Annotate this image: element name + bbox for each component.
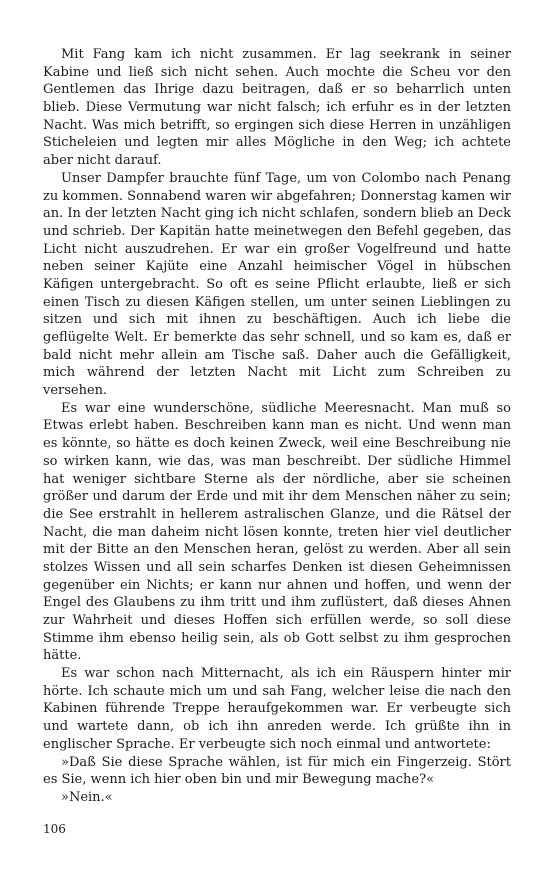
paragraph-4: Es war schon nach Mitternacht, als ich ein Räuspern hinter mir hörte. Ich schaute mich um und sah Fang, welcher leise die nach den Kabinen führende Treppe heraufgekommen war. Er verbeugte sich und wartete dann, ob ich ihn anreden werde. Ich grüßte ihn in englischer Sprache. Er verbeugte sich noch einmal und antwortete: bbox=[43, 666, 511, 752]
paragraph-5: »Daß Sie diese Sprache wählen, ist für mich ein Fingerzeig. Stört es Sie, wenn ich hier oben bin und mir Bewegung mache?« bbox=[43, 754, 511, 788]
body-text bbox=[43, 46, 511, 807]
page-number: 106 bbox=[43, 822, 66, 836]
paragraph-6: »Nein.« bbox=[61, 789, 113, 805]
paragraph-2: Unser Dampfer brauchte fünf Tage, um von Colombo nach Penang zu kommen. Sonnabend waren wir abgefahren; Donnerstag kamen wir an. In der letzten Nacht ging ich nicht schlafen, sondern blieb an Deck und schrieb. Der Kapitän hatte meinetwegen den Befehl gegeben, das Licht nicht auszudrehen. Er war ein großer Vogelfreund und hatte neben seiner Kajüte eine Anzahl heimischer Vögel in hübschen Käfigen untergebracht. So oft es seine Pflicht erlaubte, ließ er sich einen Tisch zu diesen Käfigen stellen, um unter seinen Lieblingen zu sitzen und sich mit ihnen zu beschäftigen. Auch ich liebe die geflügelte Welt. Er bemerkte das sehr schnell, und so kam es, daß er bald nicht mehr allein am Tische saß. Daher auch die Gefälligkeit, mich während der letzten Nacht mit Licht zum Schreiben zu versehen. bbox=[43, 170, 511, 399]
paragraph-3: Es war eine wunderschöne, südliche Meeresnacht. Man muß so Etwas erlebt haben. Beschreiben kann man es nicht. Und wenn man es könnte, so hätte es doch keinen Zweck, weil eine Beschreibung nie so wirken kann, wie das, was man beschreibt. Der südliche Himmel hat weniger sichtbare Sterne als der nördliche, aber sie scheinen größer und darum der Erde und mit ihr dem Menschen näher zu sein; die See erstrahlt in hellerem astralischen Glanze, und die Rätsel der Nacht, die man daheim nicht lösen konnte, treten hier viel deutlicher mit der Bitte an den Menschen heran, gelöst zu werden. Aber all sein stolzes Wissen und all sein scharfes Denken ist diesen Geheimnissen gegenüber ein Nichts; er kann nur ahnen und hoffen, und wenn der Engel des Glaubens zu ihm tritt und ihm zuflüstert, daß dieses Ahnen zur Wahrheit und dieses Hoffen sich erfüllen werde, so soll diese Stimme ihm ebenso heilig sein, als ob Gott selbst zu ihm gesprochen hätte. bbox=[43, 400, 511, 664]
paragraph-1: Mit Fang kam ich nicht zusammen. Er lag seekrank in seiner Kabine und ließ sich nicht sehen. Auch mochte die Scheu vor den Gentlemen das Ihrige dazu beitragen, daß er so beharrlich unten blieb. Diese Vermutung war nicht falsch; ich erfuhr es in der letzten Nacht. Was mich betrifft, so ergingen sich diese Herren in unzähligen Sticheleien und legten mir alles Mögliche in den Weg; ich achtete aber nicht darauf. bbox=[43, 47, 511, 169]
